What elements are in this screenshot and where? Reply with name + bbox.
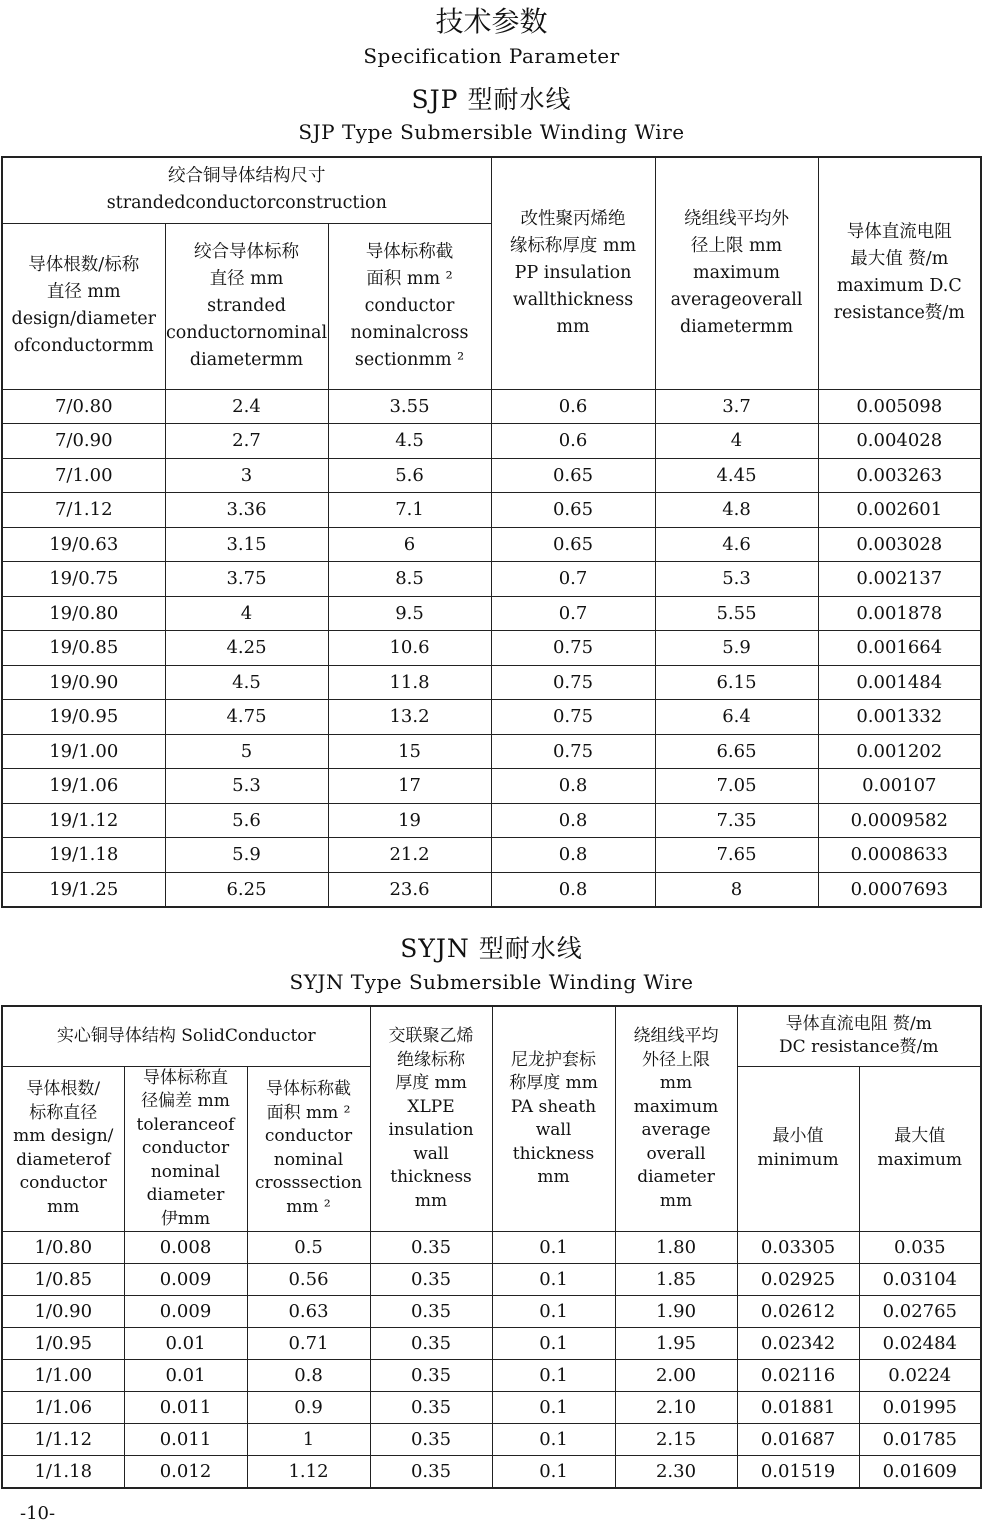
header-line: 导体标称直 (143, 1067, 228, 1088)
table-cell: 19/1.06 (2, 769, 165, 804)
table-cell: 3.15 (165, 527, 328, 562)
table-cell: 1.95 (615, 1328, 737, 1360)
header-line: 最大值 赘/m (850, 249, 949, 270)
table-cell: 0.001202 (818, 734, 981, 769)
table-cell: 0.7 (491, 562, 655, 597)
table-cell: 0.001484 (818, 665, 981, 700)
table-row (2, 458, 981, 493)
table-cell: 7/0.90 (2, 424, 165, 459)
table-cell: 19/0.80 (2, 596, 165, 631)
table-cell: 0.1 (492, 1392, 615, 1424)
table-row (2, 665, 981, 700)
table-cell: 5 (165, 734, 328, 769)
syjn-header-design (2, 1066, 124, 1232)
table-row (2, 769, 981, 804)
header-line: 最大值 (894, 1126, 946, 1147)
header-line: PA sheath (510, 1096, 597, 1117)
table-cell: 0.5 (247, 1232, 370, 1264)
syjn-header-tolerance (124, 1066, 247, 1232)
table-cell: 0.35 (370, 1424, 492, 1456)
table-cell: 7/1.00 (2, 458, 165, 493)
table-cell: 0.02612 (737, 1296, 859, 1328)
sjp-group-header (2, 157, 491, 223)
table-row (2, 700, 981, 735)
header-line: maximum (633, 1096, 719, 1117)
table-cell: 0.63 (247, 1296, 370, 1328)
header-line: 厚度 mm (395, 1073, 467, 1093)
table-cell: 0.005098 (818, 389, 981, 424)
table-cell: 4.6 (655, 527, 818, 562)
table-cell: 0.8 (491, 769, 655, 804)
table-row (2, 734, 981, 769)
header-line: average (641, 1120, 711, 1140)
header-line: 导体标称截 (365, 241, 454, 262)
table-cell: 1/0.95 (2, 1328, 124, 1360)
table-cell: 0.0007693 (818, 872, 981, 907)
header-line: 直径 mm (209, 268, 284, 289)
table-cell: 0.03305 (737, 1232, 859, 1264)
table-cell: 1.12 (247, 1456, 370, 1489)
header-line: diametermm (679, 316, 794, 337)
table-cell: 17 (328, 769, 491, 804)
header-line: thickness (512, 1143, 595, 1164)
table-cell: 0.009 (124, 1296, 247, 1328)
header-line: 缘标称厚度 mm (509, 235, 637, 256)
table-row (2, 1456, 981, 1489)
table-cell: 0.65 (491, 527, 655, 562)
header-line: crosssection (254, 1173, 363, 1194)
sjp-subtitle: SJP Type Submersible Winding Wire (298, 120, 685, 144)
table-row (2, 389, 981, 424)
header-line: 改性聚丙烯绝 (520, 208, 626, 229)
table-cell: 0.56 (247, 1264, 370, 1296)
table-cell: 0.003028 (818, 527, 981, 562)
sjp-table-body (2, 389, 981, 907)
syjn-spec-table (1, 1005, 982, 1489)
table-cell: 1.90 (615, 1296, 737, 1328)
syjn-header-min (737, 1066, 859, 1232)
header-line: 直径 mm (46, 282, 121, 302)
table-cell: 1/0.85 (2, 1264, 124, 1296)
header-line: XLPE (407, 1096, 455, 1117)
table-cell: 0.02765 (859, 1296, 981, 1328)
table-cell: 4.45 (655, 458, 818, 493)
header-line: mm design/ (13, 1126, 114, 1147)
syjn-table-body (2, 1232, 981, 1489)
table-cell: 0.8 (491, 803, 655, 838)
header-line: design/diameter (11, 309, 156, 329)
table-row (2, 1392, 981, 1424)
table-cell: 0.0008633 (818, 838, 981, 873)
table-cell: 19/0.75 (2, 562, 165, 597)
table-cell: 0.8 (491, 838, 655, 873)
sjp-title: SJP 型耐水线 (411, 85, 572, 114)
table-cell: 0.03104 (859, 1264, 981, 1296)
header-line: 导体标称截 (266, 1079, 352, 1100)
table-cell: 0.035 (859, 1232, 981, 1264)
table-cell: 0.001332 (818, 700, 981, 735)
table-cell: 23.6 (328, 872, 491, 907)
table-cell: 2.7 (165, 424, 328, 459)
table-cell: 4.5 (165, 665, 328, 700)
table-cell: 0.35 (370, 1456, 492, 1489)
table-cell: 4.8 (655, 493, 818, 528)
table-cell: 19 (328, 803, 491, 838)
table-cell: 4.5 (328, 424, 491, 459)
table-cell: 5.6 (165, 803, 328, 838)
header-line: maximum (877, 1149, 963, 1170)
header-line: 标称直径 (29, 1102, 98, 1123)
table-cell: 0.75 (491, 700, 655, 735)
table-cell: 0.65 (491, 493, 655, 528)
header-line: DC resistance赘/m (779, 1037, 939, 1058)
table-cell: 0.6 (491, 424, 655, 459)
header-line: 面积 mm ² (266, 1102, 351, 1123)
table-cell: 0.01609 (859, 1456, 981, 1489)
table-cell: 0.0009582 (818, 803, 981, 838)
table-cell: 0.003263 (818, 458, 981, 493)
table-cell: 19/1.25 (2, 872, 165, 907)
header-line: 绞合铜导体结构尺寸 (168, 166, 326, 187)
sjp-header-cross-section (328, 223, 491, 389)
table-cell: 2.30 (615, 1456, 737, 1489)
table-cell: 2.15 (615, 1424, 737, 1456)
table-cell: 0.02484 (859, 1328, 981, 1360)
table-cell: 0.35 (370, 1264, 492, 1296)
table-row (2, 527, 981, 562)
header-line: averageoverall (670, 289, 803, 310)
header-line: conductor (364, 295, 455, 316)
table-cell: 3 (165, 458, 328, 493)
header-line: mm (47, 1196, 80, 1217)
table-cell: 19/1.00 (2, 734, 165, 769)
table-cell: 3.36 (165, 493, 328, 528)
table-cell: 0.71 (247, 1328, 370, 1360)
table-cell: 0.7 (491, 596, 655, 631)
sjp-header-design (2, 223, 165, 389)
table-cell: 0.01881 (737, 1392, 859, 1424)
table-cell: 19/0.85 (2, 631, 165, 666)
table-row (2, 424, 981, 459)
header-line: 径上限 mm (690, 235, 783, 256)
table-cell: 0.012 (124, 1456, 247, 1489)
table-cell: 0.008 (124, 1232, 247, 1264)
header-line: conductor (264, 1126, 353, 1147)
header-line: 面积 mm ² (366, 268, 453, 289)
table-cell: 1 (247, 1424, 370, 1456)
table-cell: 2.4 (165, 389, 328, 424)
table-cell: 6 (328, 527, 491, 562)
table-cell: 1/1.18 (2, 1456, 124, 1489)
table-cell: 4.25 (165, 631, 328, 666)
table-row (2, 872, 981, 907)
table-cell: 0.1 (492, 1360, 615, 1392)
syjn-header-cross-section (247, 1066, 370, 1232)
table-cell: 0.009 (124, 1264, 247, 1296)
table-row (2, 562, 981, 597)
table-cell: 0.75 (491, 631, 655, 666)
table-cell: 0.35 (370, 1232, 492, 1264)
header-line: toleranceof (136, 1114, 235, 1135)
table-cell: 0.01687 (737, 1424, 859, 1456)
table-cell: 1/1.00 (2, 1360, 124, 1392)
header-line: sectionmm ² (354, 349, 465, 370)
page-number: -10- (20, 1503, 56, 1524)
table-cell: 6.4 (655, 700, 818, 735)
header-line: stranded (207, 295, 286, 316)
sjp-header-resistance (818, 157, 981, 389)
header-line: diametermm (189, 349, 304, 370)
page-subtitle: Specification Parameter (363, 44, 620, 68)
header-line: nominalcross (350, 322, 469, 343)
header-line: 交联聚乙烯 (388, 1026, 474, 1046)
table-cell: 1/1.06 (2, 1392, 124, 1424)
table-cell: 7.05 (655, 769, 818, 804)
table-cell: 8.5 (328, 562, 491, 597)
table-row (2, 596, 981, 631)
header-line: wallthickness (512, 289, 634, 310)
table-cell: 0.35 (370, 1360, 492, 1392)
table-cell: 0.001664 (818, 631, 981, 666)
table-cell: 0.8 (247, 1360, 370, 1392)
table-row (2, 1424, 981, 1456)
syjn-group-header: 实心铜导体结构 SolidConductor (2, 1006, 370, 1066)
sjp-spec-table (1, 156, 982, 908)
table-cell: 5.9 (165, 838, 328, 873)
header-line: 伊mm (160, 1208, 211, 1229)
header-line: 绕组线平均 (633, 1026, 719, 1046)
header-line: maximum D.C (836, 276, 962, 297)
syjn-header-insulation (370, 1006, 492, 1232)
table-cell: 5.9 (655, 631, 818, 666)
table-cell: 5.3 (165, 769, 328, 804)
header-line: wall (535, 1120, 572, 1140)
header-line: 径偏差 mm (141, 1091, 230, 1111)
header-line: 绕组线平均外 (684, 208, 790, 229)
header-line: resistance赘/m (833, 303, 965, 324)
table-cell: 4.75 (165, 700, 328, 735)
table-cell: 6.65 (655, 734, 818, 769)
table-cell: 0.001878 (818, 596, 981, 631)
table-cell: 8 (655, 872, 818, 907)
table-row (2, 1328, 981, 1360)
table-cell: 0.1 (492, 1424, 615, 1456)
table-cell: 19/0.63 (2, 527, 165, 562)
header-line: 导体直流电阻 赘/m (785, 1013, 932, 1034)
table-cell: 0.01 (124, 1360, 247, 1392)
table-cell: 0.35 (370, 1296, 492, 1328)
table-cell: 7/1.12 (2, 493, 165, 528)
header-line: nominal (150, 1161, 221, 1182)
header-line: PP insulation (514, 262, 632, 283)
header-line: overall (646, 1143, 706, 1164)
table-cell: 19/0.95 (2, 700, 165, 735)
table-cell: 6.25 (165, 872, 328, 907)
header-line: nominal (273, 1149, 344, 1170)
header-line: conductor (141, 1138, 230, 1158)
table-cell: 6.15 (655, 665, 818, 700)
table-cell: 9.5 (328, 596, 491, 631)
table-cell: 3.75 (165, 562, 328, 597)
table-cell: 0.75 (491, 665, 655, 700)
header-line: 称厚度 mm (509, 1073, 598, 1093)
table-cell: 0.1 (492, 1232, 615, 1264)
table-cell: 7.1 (328, 493, 491, 528)
table-row (2, 1360, 981, 1392)
header-line: wall (413, 1143, 449, 1164)
table-cell: 0.011 (124, 1424, 247, 1456)
syjn-header-sheath (492, 1006, 615, 1232)
header-line: thickness (390, 1167, 472, 1187)
table-cell: 1/0.90 (2, 1296, 124, 1328)
table-cell: 0.011 (124, 1392, 247, 1424)
table-cell: 19/0.90 (2, 665, 165, 700)
table-cell: 7/0.80 (2, 389, 165, 424)
table-row (2, 1264, 981, 1296)
table-cell: 0.004028 (818, 424, 981, 459)
header-line: 导体直流电阻 (846, 222, 952, 243)
header-line: mm (659, 1190, 693, 1211)
table-cell: 1.80 (615, 1232, 737, 1264)
header-line: 导体根数/ (26, 1079, 101, 1100)
table-cell: 7.35 (655, 803, 818, 838)
header-line: 尼龙护套标 (511, 1049, 597, 1070)
table-cell: 5.55 (655, 596, 818, 631)
header-line: insulation (388, 1120, 474, 1140)
header-line: conductornominal (165, 322, 328, 343)
table-cell: 4 (655, 424, 818, 459)
table-cell: 0.02342 (737, 1328, 859, 1360)
header-line: mm (659, 1073, 693, 1093)
header-line: minimum (757, 1149, 839, 1170)
header-line: mm (414, 1190, 448, 1211)
table-row (2, 803, 981, 838)
header-line: conductor (19, 1173, 107, 1194)
header-line: diameterof (16, 1149, 111, 1170)
table-cell: 7.65 (655, 838, 818, 873)
header-line: 绝缘标称 (397, 1049, 466, 1070)
table-cell: 4 (165, 596, 328, 631)
syjn-subtitle: SYJN Type Submersible Winding Wire (289, 970, 694, 994)
table-cell: 0.002601 (818, 493, 981, 528)
table-cell: 0.1 (492, 1296, 615, 1328)
table-cell: 0.65 (491, 458, 655, 493)
table-row (2, 493, 981, 528)
table-cell: 2.10 (615, 1392, 737, 1424)
table-cell: 11.8 (328, 665, 491, 700)
table-cell: 5.6 (328, 458, 491, 493)
table-cell: 0.02116 (737, 1360, 859, 1392)
table-cell: 10.6 (328, 631, 491, 666)
table-cell: 0.75 (491, 734, 655, 769)
table-cell: 0.00107 (818, 769, 981, 804)
syjn-header-overall-diameter (615, 1006, 737, 1232)
header-line: 绞合导体标称 (194, 241, 299, 262)
table-cell: 0.01785 (859, 1424, 981, 1456)
table-row (2, 631, 981, 666)
table-row (2, 838, 981, 873)
table-cell: 0.6 (491, 389, 655, 424)
table-row (2, 1296, 981, 1328)
table-cell: 3.7 (655, 389, 818, 424)
header-line: diameter (637, 1167, 715, 1187)
table-cell: 21.2 (328, 838, 491, 873)
table-cell: 0.002137 (818, 562, 981, 597)
sjp-header-nominal-diameter (165, 223, 328, 389)
header-line: strandedconductorconstruction (106, 193, 387, 214)
header-line: ofconductormm (13, 336, 154, 356)
table-cell: 0.9 (247, 1392, 370, 1424)
table-cell: 1/1.12 (2, 1424, 124, 1456)
table-cell: 0.0224 (859, 1360, 981, 1392)
table-cell: 0.02925 (737, 1264, 859, 1296)
syjn-header-resistance (737, 1006, 981, 1066)
header-line: 最小值 (772, 1126, 824, 1147)
sjp-header-overall-diameter (655, 157, 818, 389)
table-cell: 1/0.80 (2, 1232, 124, 1264)
table-cell: 19/1.12 (2, 803, 165, 838)
header-line: maximum (693, 262, 780, 283)
page-title: 技术参数 (435, 5, 548, 38)
header-line: 外径上限 (642, 1049, 711, 1070)
table-cell: 0.1 (492, 1456, 615, 1489)
table-cell: 15 (328, 734, 491, 769)
syjn-title: SYJN 型耐水线 (400, 934, 583, 963)
table-cell: 5.3 (655, 562, 818, 597)
table-cell: 0.8 (491, 872, 655, 907)
table-cell: 1.85 (615, 1264, 737, 1296)
header-line: diameter (146, 1185, 225, 1205)
table-cell: 0.01 (124, 1328, 247, 1360)
header-line: mm (556, 316, 590, 337)
table-cell: 19/1.18 (2, 838, 165, 873)
syjn-header-max (859, 1066, 981, 1232)
header-line: mm ² (286, 1196, 331, 1217)
table-cell: 0.01995 (859, 1392, 981, 1424)
table-cell: 0.35 (370, 1328, 492, 1360)
table-cell: 2.00 (615, 1360, 737, 1392)
table-cell: 0.1 (492, 1264, 615, 1296)
table-cell: 0.1 (492, 1328, 615, 1360)
sjp-header-insulation (491, 157, 655, 389)
header-line: 导体根数/标称 (28, 255, 140, 275)
table-row (2, 1232, 981, 1264)
table-cell: 0.35 (370, 1392, 492, 1424)
header-line: mm (537, 1167, 570, 1187)
table-cell: 0.01519 (737, 1456, 859, 1489)
table-cell: 3.55 (328, 389, 491, 424)
table-cell: 13.2 (328, 700, 491, 735)
